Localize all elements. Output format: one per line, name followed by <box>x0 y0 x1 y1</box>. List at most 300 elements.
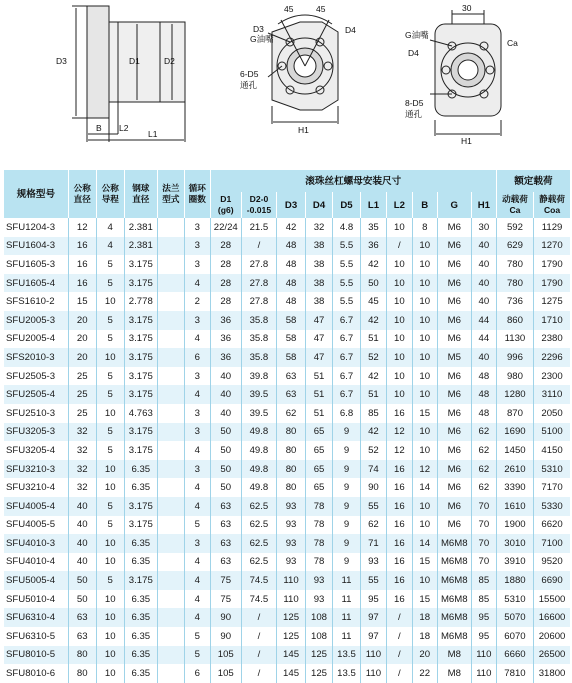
table-row <box>4 534 570 553</box>
cell-circuits: 3 <box>184 423 210 442</box>
cell-nominal-diameter: 40 <box>68 516 96 535</box>
cell-dynamic-load: 5310 <box>496 590 533 609</box>
cell-h1: 48 <box>471 385 496 404</box>
table-row <box>4 553 570 572</box>
cell-static-load: 7170 <box>534 478 570 497</box>
square-label-30: 30 <box>462 3 472 13</box>
cell-nominal-lead: 10 <box>96 664 124 683</box>
col-header-l1: L1 <box>360 192 386 218</box>
cell-flange-type <box>157 534 184 553</box>
cell-d3: 145 <box>277 646 306 665</box>
cell-d4: 108 <box>306 608 333 627</box>
cell-nominal-lead: 10 <box>96 553 124 572</box>
table-row <box>4 218 570 237</box>
cell-l2: 12 <box>386 423 412 442</box>
cell-static-load: 1790 <box>534 255 570 274</box>
table-row <box>4 516 570 535</box>
side-label-d1: D1 <box>129 56 140 66</box>
cell-d1: 90 <box>210 627 241 646</box>
cell-flange-type <box>157 441 184 460</box>
cell-d2: / <box>241 664 276 683</box>
cell-h1: 62 <box>471 441 496 460</box>
round-label-45-left: 45 <box>284 4 294 14</box>
square-label-grease-nipple: G油嘴 <box>405 30 429 40</box>
cell-l1: 36 <box>360 237 386 256</box>
cell-d1: 75 <box>210 571 241 590</box>
cell-circuits: 6 <box>184 348 210 367</box>
cell-ball-diameter: 6.35 <box>124 664 157 683</box>
cell-d3: 93 <box>277 516 306 535</box>
cell-d3: 48 <box>277 274 306 293</box>
square-label-holes: 8-D5 <box>405 98 424 108</box>
cell-model: SFU3205-4 <box>4 441 68 460</box>
cell-model: SFU2505-3 <box>4 367 68 386</box>
square-label-d4: D4 <box>408 48 419 58</box>
cell-h1: 85 <box>471 571 496 590</box>
cell-static-load: 2050 <box>534 404 570 423</box>
cell-d1: 50 <box>210 478 241 497</box>
cell-ball-diameter: 3.175 <box>124 441 157 460</box>
cell-flange-type <box>157 608 184 627</box>
cell-l1: 110 <box>360 646 386 665</box>
cell-ball-diameter: 4.763 <box>124 404 157 423</box>
cell-d1: 40 <box>210 404 241 423</box>
cell-d4: 47 <box>306 311 333 330</box>
cell-h1: 40 <box>471 255 496 274</box>
cell-flange-type <box>157 423 184 442</box>
cell-dynamic-load: 1690 <box>496 423 533 442</box>
cell-nominal-diameter: 20 <box>68 348 96 367</box>
cell-dynamic-load: 1130 <box>496 330 533 349</box>
cell-ball-diameter: 3.175 <box>124 516 157 535</box>
group-header-nut-dimensions: 滚珠丝杠螺母安装尺寸 <box>210 170 496 192</box>
cell-g: M6 <box>437 497 471 516</box>
cell-model: SFU6310-4 <box>4 608 68 627</box>
table-body <box>4 218 570 683</box>
cell-nominal-diameter: 12 <box>68 218 96 237</box>
cell-static-load: 26500 <box>534 646 570 665</box>
cell-flange-type <box>157 664 184 683</box>
cell-g: M6M8 <box>437 553 471 572</box>
cell-flange-type <box>157 218 184 237</box>
cell-g: M6 <box>437 423 471 442</box>
cell-g: M6 <box>437 404 471 423</box>
cell-h1: 40 <box>471 292 496 311</box>
cell-flange-type <box>157 274 184 293</box>
col-header-flange-type: 法兰 型式 <box>157 170 184 218</box>
cell-b: 14 <box>412 534 437 553</box>
cell-g: M6M8 <box>437 571 471 590</box>
cell-d3: 93 <box>277 497 306 516</box>
cell-dynamic-load: 736 <box>496 292 533 311</box>
table-row <box>4 385 570 404</box>
cell-nominal-lead: 10 <box>96 348 124 367</box>
cell-flange-type <box>157 330 184 349</box>
square-label-through-hole: 通孔 <box>405 109 423 119</box>
cell-l1: 97 <box>360 608 386 627</box>
cell-d1: 90 <box>210 608 241 627</box>
cell-d3: 48 <box>277 292 306 311</box>
cell-d4: 38 <box>306 292 333 311</box>
cell-d4: 32 <box>306 218 333 237</box>
cell-d1: 50 <box>210 460 241 479</box>
cell-d2: 74.5 <box>241 590 276 609</box>
cell-d5: 13.5 <box>333 664 361 683</box>
cell-ball-diameter: 2.778 <box>124 292 157 311</box>
cell-ball-diameter: 3.175 <box>124 385 157 404</box>
cell-ball-diameter: 3.175 <box>124 330 157 349</box>
col-header-l2: L2 <box>386 192 412 218</box>
cell-d1: 40 <box>210 385 241 404</box>
table-row <box>4 311 570 330</box>
cell-d1: 28 <box>210 255 241 274</box>
cell-g: M6 <box>437 218 471 237</box>
cell-nominal-lead: 10 <box>96 292 124 311</box>
cell-circuits: 4 <box>184 497 210 516</box>
cell-b: 10 <box>412 516 437 535</box>
cell-circuits: 5 <box>184 627 210 646</box>
cell-l2: / <box>386 646 412 665</box>
cell-b: 20 <box>412 646 437 665</box>
cell-h1: 40 <box>471 348 496 367</box>
cell-l1: 51 <box>360 385 386 404</box>
cell-nominal-diameter: 80 <box>68 664 96 683</box>
cell-l2: 10 <box>386 330 412 349</box>
table-row <box>4 608 570 627</box>
cell-dynamic-load: 780 <box>496 274 533 293</box>
cell-h1: 95 <box>471 627 496 646</box>
cell-d2: 49.8 <box>241 478 276 497</box>
cell-d4: 93 <box>306 571 333 590</box>
cell-h1: 62 <box>471 460 496 479</box>
table-row <box>4 237 570 256</box>
cell-d3: 80 <box>277 423 306 442</box>
cell-d2: 49.8 <box>241 423 276 442</box>
cell-flange-type <box>157 553 184 572</box>
cell-h1: 70 <box>471 497 496 516</box>
cell-b: 18 <box>412 608 437 627</box>
cell-ball-diameter: 3.175 <box>124 274 157 293</box>
cell-d3: 58 <box>277 330 306 349</box>
cell-l2: 10 <box>386 274 412 293</box>
cell-nominal-lead: 5 <box>96 423 124 442</box>
cell-l1: 90 <box>360 478 386 497</box>
cell-flange-type <box>157 404 184 423</box>
cell-l1: 71 <box>360 534 386 553</box>
cell-h1: 95 <box>471 608 496 627</box>
cell-nominal-diameter: 40 <box>68 534 96 553</box>
cell-d1: 63 <box>210 516 241 535</box>
cell-d2: / <box>241 646 276 665</box>
cell-dynamic-load: 1880 <box>496 571 533 590</box>
cell-flange-type <box>157 571 184 590</box>
cell-d4: 65 <box>306 441 333 460</box>
cell-nominal-lead: 10 <box>96 534 124 553</box>
col-header-d3: D3 <box>277 192 306 218</box>
col-header-g: G <box>437 192 471 218</box>
cell-d5: 5.5 <box>333 274 361 293</box>
cell-flange-type <box>157 516 184 535</box>
round-label-grease-nipple: G油嘴 <box>250 34 274 44</box>
cell-d2: 27.8 <box>241 292 276 311</box>
cell-d5: 6.8 <box>333 404 361 423</box>
cell-flange-type <box>157 627 184 646</box>
col-header-dynamic-load: 动载荷 Ca <box>496 192 533 218</box>
cell-g: M6 <box>437 311 471 330</box>
side-label-b: B <box>96 123 102 133</box>
cell-h1: 110 <box>471 646 496 665</box>
cell-nominal-lead: 5 <box>96 385 124 404</box>
cell-d2: 62.5 <box>241 553 276 572</box>
cell-flange-type <box>157 497 184 516</box>
cell-nominal-lead: 5 <box>96 571 124 590</box>
cell-flange-type <box>157 367 184 386</box>
cell-b: 22 <box>412 664 437 683</box>
cell-b: 10 <box>412 348 437 367</box>
cell-l2: 16 <box>386 516 412 535</box>
cell-b: 10 <box>412 367 437 386</box>
cell-b: 10 <box>412 497 437 516</box>
cell-static-load: 7100 <box>534 534 570 553</box>
cell-d4: 65 <box>306 423 333 442</box>
cell-circuits: 4 <box>184 590 210 609</box>
cell-d4: 78 <box>306 534 333 553</box>
cell-d5: 5.5 <box>333 255 361 274</box>
cell-circuits: 3 <box>184 367 210 386</box>
cell-d4: 108 <box>306 627 333 646</box>
round-label-h1: H1 <box>298 125 309 135</box>
cell-nominal-diameter: 15 <box>68 292 96 311</box>
cell-d4: 65 <box>306 478 333 497</box>
cell-d3: 80 <box>277 441 306 460</box>
table-row <box>4 664 570 683</box>
cell-l1: 85 <box>360 404 386 423</box>
cell-d3: 125 <box>277 627 306 646</box>
cell-model: SFS1610-2 <box>4 292 68 311</box>
cell-l1: 110 <box>360 664 386 683</box>
cell-d1: 22/24 <box>210 218 241 237</box>
cell-nominal-lead: 4 <box>96 237 124 256</box>
cell-d3: 58 <box>277 311 306 330</box>
cell-l1: 42 <box>360 367 386 386</box>
cell-dynamic-load: 5070 <box>496 608 533 627</box>
cell-dynamic-load: 1280 <box>496 385 533 404</box>
cell-h1: 85 <box>471 590 496 609</box>
cell-b: 15 <box>412 404 437 423</box>
round-label-45-right: 45 <box>316 4 326 14</box>
cell-static-load: 31800 <box>534 664 570 683</box>
cell-g: M6 <box>437 292 471 311</box>
cell-d5: 11 <box>333 590 361 609</box>
cell-d4: 51 <box>306 404 333 423</box>
cell-ball-diameter: 3.175 <box>124 497 157 516</box>
cell-ball-diameter: 3.175 <box>124 367 157 386</box>
cell-l1: 55 <box>360 571 386 590</box>
table-row <box>4 627 570 646</box>
cell-b: 10 <box>412 423 437 442</box>
cell-static-load: 4150 <box>534 441 570 460</box>
technical-drawings <box>0 0 572 160</box>
cell-b: 10 <box>412 237 437 256</box>
cell-l2: 16 <box>386 590 412 609</box>
cell-static-load: 20600 <box>534 627 570 646</box>
cell-model: SFU1604-3 <box>4 237 68 256</box>
cell-l1: 52 <box>360 348 386 367</box>
cell-ball-diameter: 6.35 <box>124 646 157 665</box>
cell-l1: 55 <box>360 497 386 516</box>
cell-l2: / <box>386 627 412 646</box>
cell-d5: 9 <box>333 497 361 516</box>
cell-d2: 62.5 <box>241 516 276 535</box>
cell-circuits: 4 <box>184 608 210 627</box>
cell-model: SFU1605-4 <box>4 274 68 293</box>
cell-static-load: 9520 <box>534 553 570 572</box>
cell-l1: 35 <box>360 218 386 237</box>
cell-circuits: 3 <box>184 237 210 256</box>
cell-d4: 38 <box>306 237 333 256</box>
cell-static-load: 1270 <box>534 237 570 256</box>
cell-d2: 21.5 <box>241 218 276 237</box>
cell-d2: 35.8 <box>241 311 276 330</box>
cell-d1: 63 <box>210 534 241 553</box>
cell-d4: 47 <box>306 330 333 349</box>
col-header-b: B <box>412 192 437 218</box>
cell-d1: 28 <box>210 292 241 311</box>
col-header-circuits: 循环 圈数 <box>184 170 210 218</box>
cell-dynamic-load: 629 <box>496 237 533 256</box>
cell-d2: 35.8 <box>241 330 276 349</box>
cell-l2: 16 <box>386 404 412 423</box>
col-header-d1: D1 (g6) <box>210 192 241 218</box>
cell-l2: 10 <box>386 255 412 274</box>
cell-ball-diameter: 6.35 <box>124 627 157 646</box>
cell-ball-diameter: 2.381 <box>124 237 157 256</box>
cell-g: M6 <box>437 516 471 535</box>
cell-d2: 62.5 <box>241 497 276 516</box>
cell-g: M6M8 <box>437 608 471 627</box>
cell-d1: 63 <box>210 497 241 516</box>
cell-d4: 38 <box>306 255 333 274</box>
col-header-d4: D4 <box>306 192 333 218</box>
cell-model: SFU4005-4 <box>4 497 68 516</box>
cell-model: SFU4010-3 <box>4 534 68 553</box>
cell-g: M6 <box>437 441 471 460</box>
cell-g: M6 <box>437 385 471 404</box>
cell-nominal-diameter: 25 <box>68 385 96 404</box>
table-row <box>4 423 570 442</box>
cell-b: 10 <box>412 274 437 293</box>
cell-b: 15 <box>412 590 437 609</box>
cell-ball-diameter: 6.35 <box>124 553 157 572</box>
cell-d1: 50 <box>210 441 241 460</box>
cell-h1: 62 <box>471 423 496 442</box>
cell-h1: 40 <box>471 237 496 256</box>
cell-h1: 30 <box>471 218 496 237</box>
cell-nominal-diameter: 25 <box>68 367 96 386</box>
cell-d2: 39.8 <box>241 367 276 386</box>
cell-h1: 48 <box>471 404 496 423</box>
cell-nominal-lead: 5 <box>96 311 124 330</box>
cell-l2: 10 <box>386 218 412 237</box>
cell-d1: 36 <box>210 330 241 349</box>
cell-d3: 145 <box>277 664 306 683</box>
cell-d1: 50 <box>210 423 241 442</box>
cell-dynamic-load: 996 <box>496 348 533 367</box>
cell-d4: 125 <box>306 646 333 665</box>
cell-nominal-lead: 10 <box>96 590 124 609</box>
cell-d3: 125 <box>277 608 306 627</box>
cell-model: SFU1204-3 <box>4 218 68 237</box>
cell-d1: 75 <box>210 590 241 609</box>
cell-d1: 28 <box>210 237 241 256</box>
cell-flange-type <box>157 478 184 497</box>
cell-l1: 93 <box>360 553 386 572</box>
cell-model: SFU6310-5 <box>4 627 68 646</box>
side-label-l2: L2 <box>119 123 129 133</box>
cell-h1: 62 <box>471 478 496 497</box>
cell-l2: 10 <box>386 348 412 367</box>
cell-h1: 70 <box>471 516 496 535</box>
cell-b: 10 <box>412 571 437 590</box>
cell-l2: 16 <box>386 478 412 497</box>
table-row <box>4 571 570 590</box>
cell-d2: 74.5 <box>241 571 276 590</box>
cell-static-load: 16600 <box>534 608 570 627</box>
cell-d5: 9 <box>333 534 361 553</box>
cell-nominal-lead: 5 <box>96 367 124 386</box>
cell-l2: 10 <box>386 367 412 386</box>
round-label-holes: 6-D5 <box>240 69 259 79</box>
cell-static-load: 2296 <box>534 348 570 367</box>
cell-dynamic-load: 3390 <box>496 478 533 497</box>
cell-d2: / <box>241 608 276 627</box>
cell-circuits: 3 <box>184 404 210 423</box>
cell-d4: 78 <box>306 497 333 516</box>
cell-d2: 39.5 <box>241 385 276 404</box>
square-label-ca: Ca <box>507 38 518 48</box>
cell-ball-diameter: 3.175 <box>124 311 157 330</box>
col-header-d5: D5 <box>333 192 361 218</box>
cell-b: 10 <box>412 385 437 404</box>
cell-nominal-diameter: 16 <box>68 255 96 274</box>
table-row <box>4 348 570 367</box>
cell-l1: 42 <box>360 423 386 442</box>
cell-ball-diameter: 2.381 <box>124 218 157 237</box>
table-row <box>4 478 570 497</box>
cell-h1: 110 <box>471 664 496 683</box>
cell-d3: 80 <box>277 478 306 497</box>
cell-nominal-diameter: 63 <box>68 608 96 627</box>
cell-d2: 39.5 <box>241 404 276 423</box>
cell-flange-type <box>157 292 184 311</box>
cell-model: SFU3210-3 <box>4 460 68 479</box>
cell-d5: 6.7 <box>333 367 361 386</box>
cell-circuits: 3 <box>184 218 210 237</box>
cell-static-load: 2300 <box>534 367 570 386</box>
cell-model: SFU8010-5 <box>4 646 68 665</box>
cell-d5: 9 <box>333 441 361 460</box>
cell-d5: 5.5 <box>333 292 361 311</box>
cell-nominal-lead: 5 <box>96 516 124 535</box>
cell-b: 8 <box>412 218 437 237</box>
table-row <box>4 274 570 293</box>
cell-nominal-lead: 5 <box>96 255 124 274</box>
cell-nominal-diameter: 40 <box>68 497 96 516</box>
cell-d3: 110 <box>277 571 306 590</box>
side-label-d3: D3 <box>56 56 67 66</box>
cell-h1: 70 <box>471 553 496 572</box>
col-header-h1: H1 <box>471 192 496 218</box>
